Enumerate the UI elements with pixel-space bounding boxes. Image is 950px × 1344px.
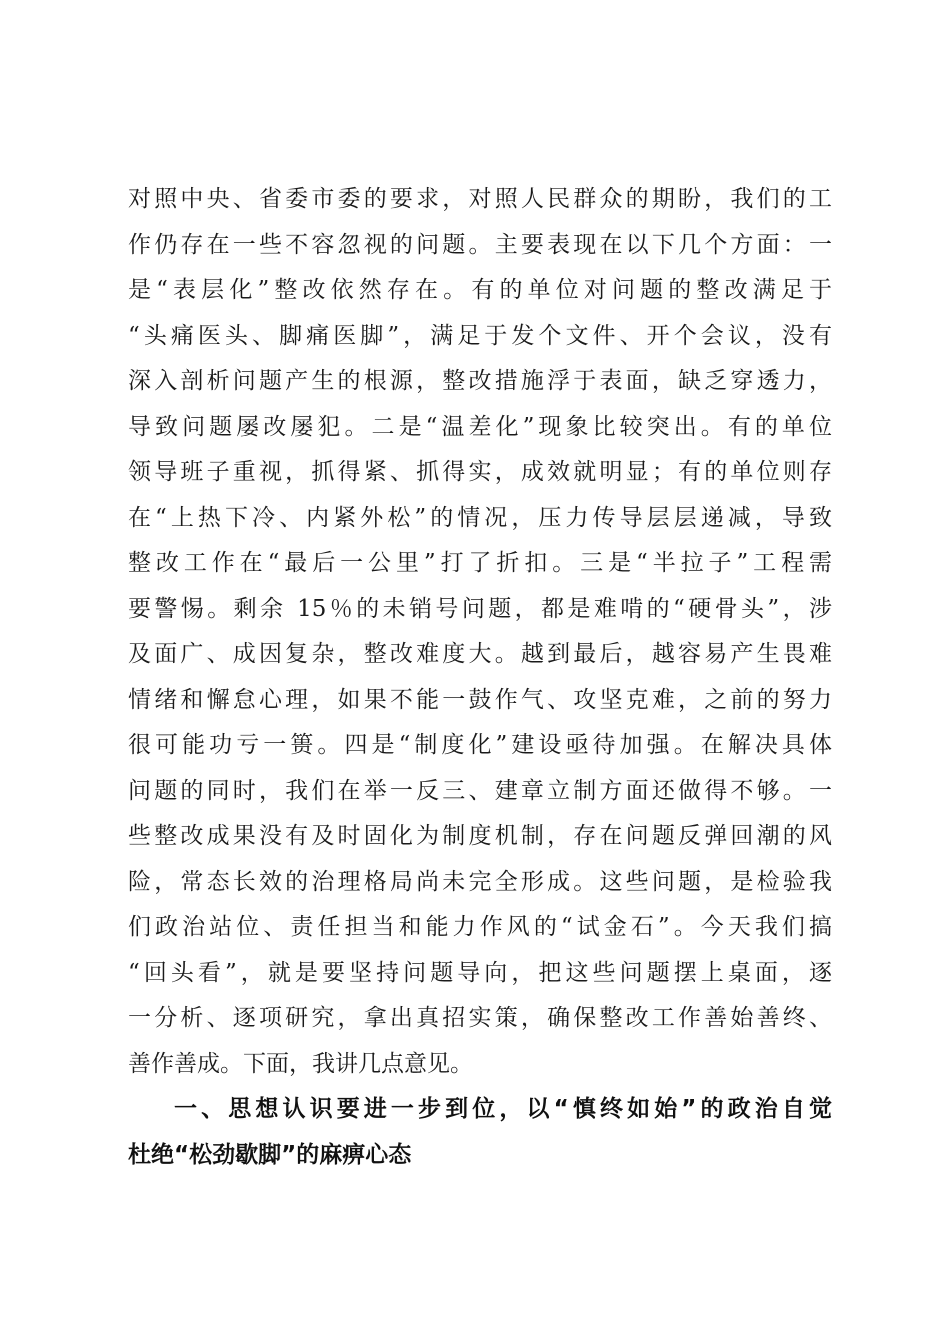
heading-line: 杜绝“松劲歇脚”的麻痹心态 xyxy=(128,1142,412,1168)
paragraph-line: 领导班子重视，抓得紧、抓得实，成效就明显；有的单位则存 xyxy=(128,459,832,485)
paragraph-line: 很可能功亏一篑。四是“制度化”建设亟待加强。在解决具体 xyxy=(128,732,832,758)
paragraph-line: “回头看”，就是要坚持问题导向，把这些问题摆上桌面，逐 xyxy=(128,959,832,986)
body-paragraph xyxy=(128,177,832,1087)
paragraph-line: 在“上热下冷、内紧外松”的情况，压力传导层层递减，导致 xyxy=(128,504,832,531)
paragraph-line: “头痛医头、脚痛医脚”，满足于发个文件、开个会议，没有 xyxy=(128,322,832,349)
paragraph-line: 要警惕。剩余 15％的未销号问题，都是难啃的“硬骨头”，涉 xyxy=(128,595,832,622)
paragraph-line: 险，常态长效的治理格局尚未完全形成。这些问题，是检验我 xyxy=(128,868,832,895)
paragraph-line: 整改工作在“最后一公里”打了折扣。三是“半拉子”工程需 xyxy=(128,550,832,576)
section-heading xyxy=(128,1086,832,1178)
heading-line: 一、思想认识要进一步到位，以“慎终如始”的政治自觉 xyxy=(174,1096,832,1122)
paragraph-line: 作仍存在一些不容忽视的问题。主要表现在以下几个方面：一 xyxy=(128,231,832,258)
paragraph-line: 是“表层化”整改依然存在。有的单位对问题的整改满足于 xyxy=(128,277,832,303)
paragraph-line: 们政治站位、责任担当和能力作风的“试金石”。今天我们搞 xyxy=(128,914,832,940)
paragraph-line: 情绪和懈怠心理，如果不能一鼓作气、攻坚克难，之前的努力 xyxy=(128,686,832,713)
paragraph-line: 一分析、逐项研究，拿出真招实策，确保整改工作善始善终、 xyxy=(128,1005,832,1031)
paragraph-line: 深入剖析问题产生的根源，整改措施浮于表面，缺乏穿透力， xyxy=(128,368,832,394)
paragraph-line: 善作善成。下面，我讲几点意见。 xyxy=(128,1050,473,1077)
paragraph-line: 导致问题屡改屡犯。二是“温差化”现象比较突出。有的单位 xyxy=(128,413,832,440)
paragraph-line: 及面广、成因复杂，整改难度大。越到最后，越容易产生畏难 xyxy=(128,641,832,667)
paragraph-line: 些整改成果没有及时固化为制度机制，存在问题反弹回潮的风 xyxy=(128,823,832,849)
paragraph-line: 问题的同时，我们在举一反三、建章立制方面还做得不够。一 xyxy=(128,777,832,804)
paragraph-line: 对照中央、省委市委的要求，对照人民群众的期盼，我们的工 xyxy=(128,186,832,212)
